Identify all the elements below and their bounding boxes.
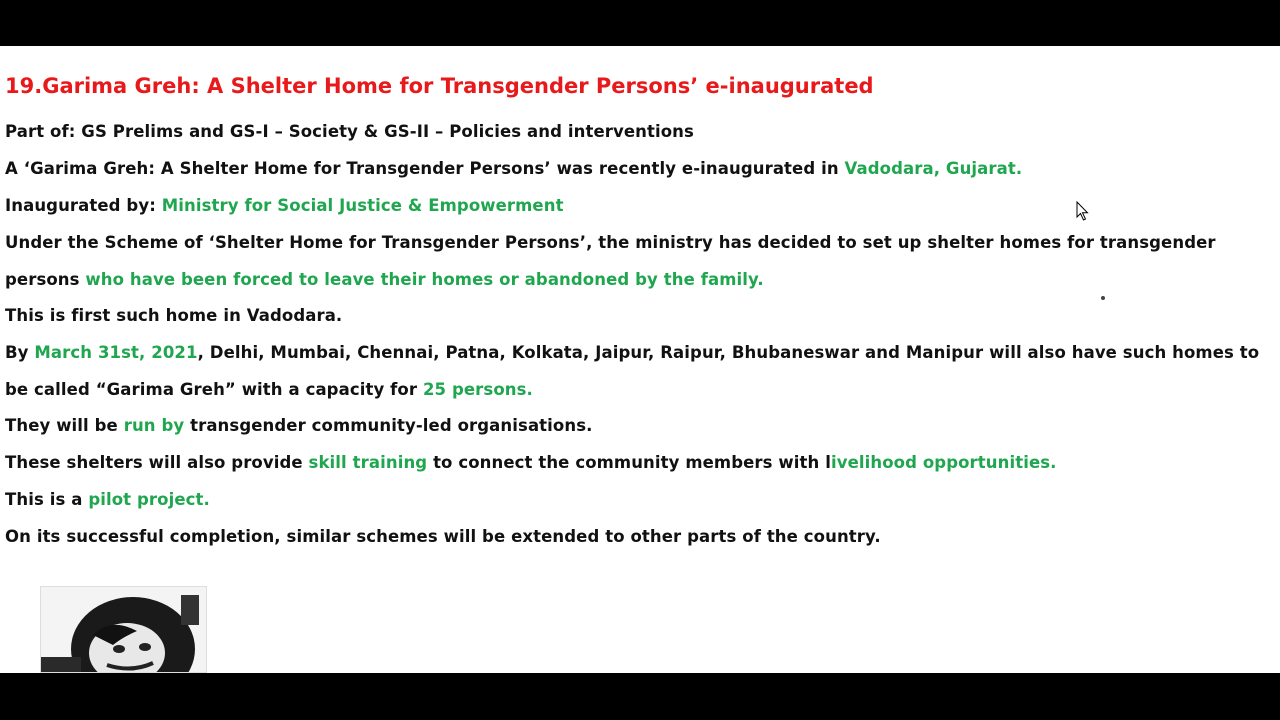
line-capacity xyxy=(5,380,533,399)
line-completion xyxy=(5,527,881,546)
line-part-of xyxy=(5,122,694,141)
inaugurated-text: A ‘Garima Greh: A Shelter Home for Transgender Persons’ was recently e-inaugurated in xyxy=(5,159,845,178)
completion-text: On its successful completion, similar schemes will be extended to other parts of the country. xyxy=(5,527,881,546)
photo-graphic xyxy=(41,587,207,673)
pilot-highlight: pilot project. xyxy=(88,490,210,509)
livelihood-highlight: ivelihood opportunities. xyxy=(830,453,1057,472)
scheme-text: Under the Scheme of ‘Shelter Home for Transgender Persons’, the ministry has decided to set up shelter homes for transgender xyxy=(5,233,1216,252)
skill-prefix: These shelters will also provide xyxy=(5,453,309,472)
run-by-highlight: run by xyxy=(123,416,185,435)
skill-highlight: skill training xyxy=(308,453,428,472)
forced-highlight: who have been forced to leave their homes or abandoned by the family. xyxy=(85,270,764,289)
mouse-cursor-icon xyxy=(1076,201,1090,222)
date-highlight: March 31st, 2021 xyxy=(34,343,198,362)
top-letterbox-bar xyxy=(0,0,1280,46)
capacity-text: be called “Garima Greh” with a capacity for xyxy=(5,380,423,399)
slide-title: 19.Garima Greh: A Shelter Home for Transgender Persons’ e-inaugurated xyxy=(5,74,874,98)
slide-page xyxy=(0,46,1280,673)
inaugurated-by-label: Inaugurated by: xyxy=(5,196,162,215)
persons-text: persons xyxy=(5,270,86,289)
line-pilot xyxy=(5,490,210,509)
run-by-suffix: transgender community-led organisations. xyxy=(184,416,593,435)
run-by-prefix: They will be xyxy=(5,416,124,435)
line-scheme xyxy=(5,233,1216,252)
person-photo-thumbnail xyxy=(40,586,207,673)
part-of-text: Part of: GS Prelims and GS-I – Society & GS-II – Policies and interventions xyxy=(5,122,694,141)
line-skill-training xyxy=(5,453,1057,472)
line-first-home xyxy=(5,306,342,325)
bottom-letterbox-bar xyxy=(0,673,1280,720)
line-cities xyxy=(5,343,1259,362)
line-inaugurated-by xyxy=(5,196,564,215)
location-highlight: Vadodara, Gujarat. xyxy=(844,159,1023,178)
first-home-text: This is first such home in Vadodara. xyxy=(5,306,343,325)
skill-middle: to connect the community members with l xyxy=(427,453,831,472)
line-inaugurated-in xyxy=(5,159,1022,178)
cities-text: , Delhi, Mumbai, Chennai, Patna, Kolkata, Jaipur, Raipur, Bhubaneswar and Manipur will also have such homes to xyxy=(197,343,1260,362)
capacity-highlight: 25 persons. xyxy=(422,380,533,399)
ministry-highlight: Ministry for Social Justice & Empowerment xyxy=(161,196,564,215)
pilot-prefix: This is a xyxy=(5,490,89,509)
by-text: By xyxy=(5,343,35,362)
stray-dot xyxy=(1101,296,1105,300)
line-run-by xyxy=(5,416,593,435)
line-persons xyxy=(5,270,764,289)
